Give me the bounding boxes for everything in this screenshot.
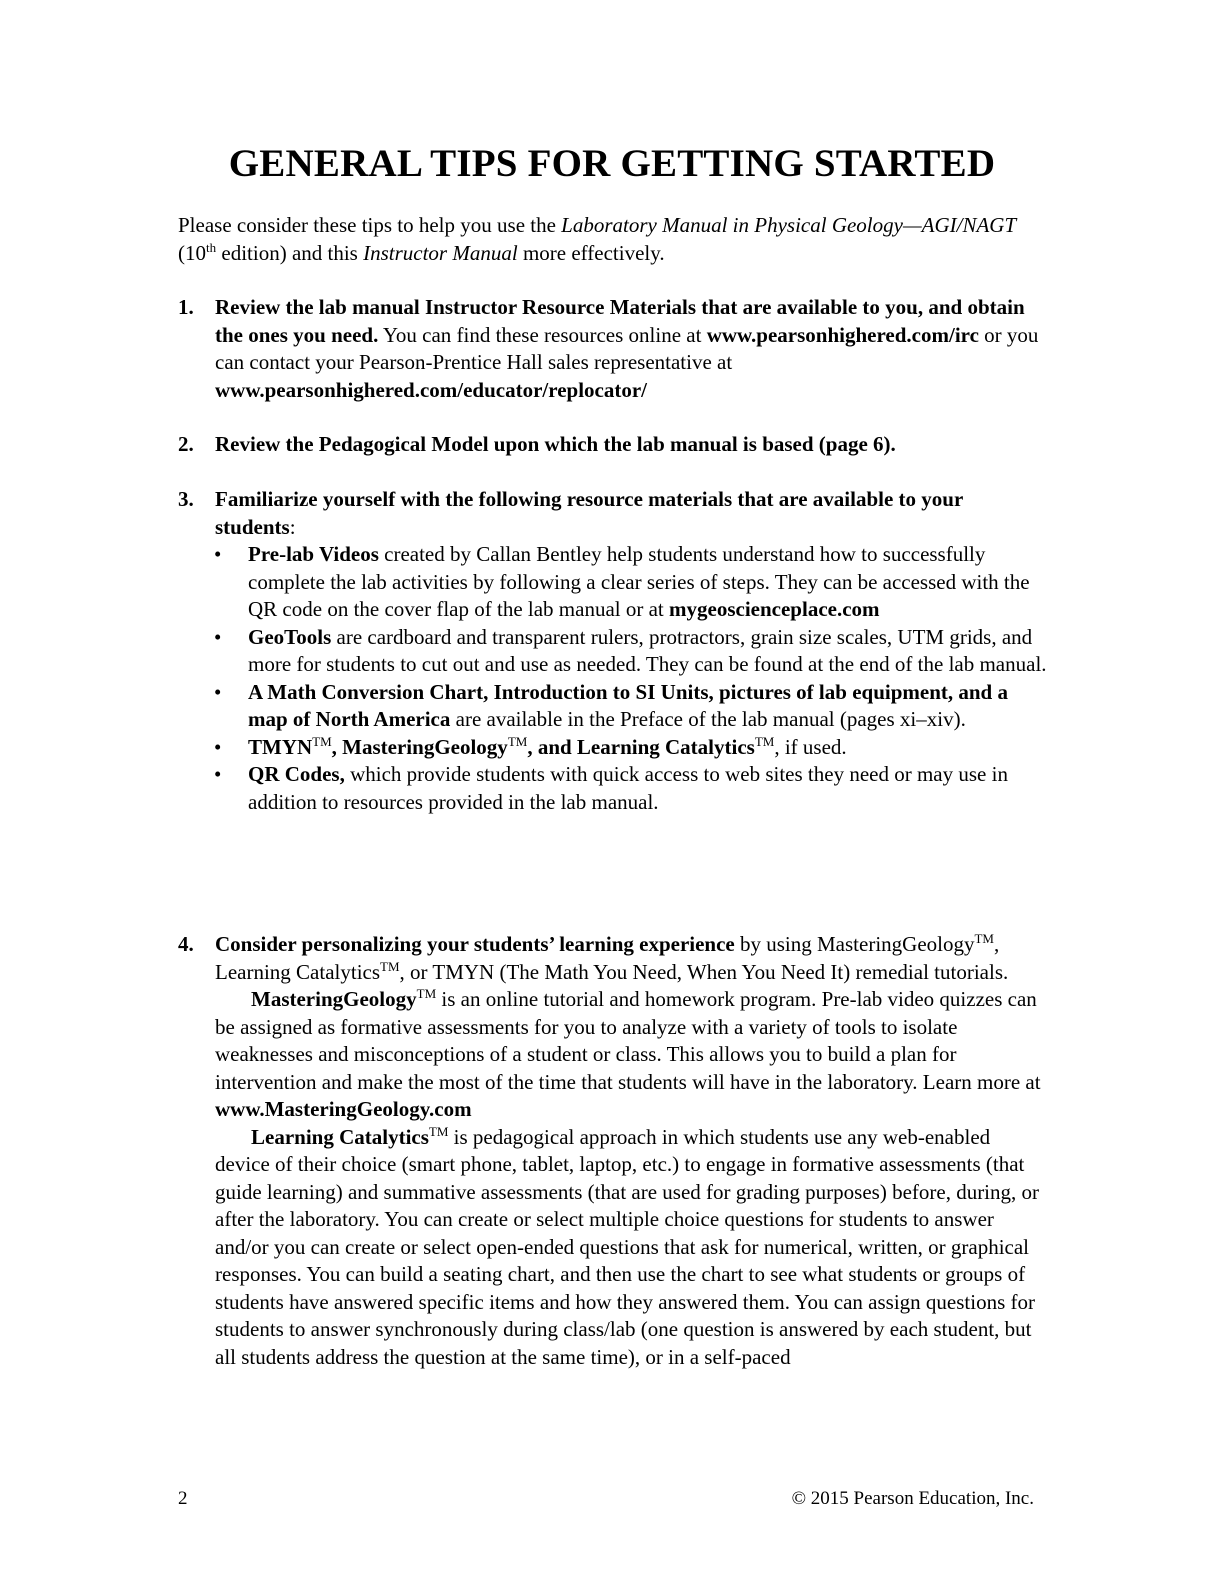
paragraph-heading: MasteringGeology: [251, 987, 417, 1011]
bullet-icon: •: [214, 624, 222, 649]
item-number: 2.: [178, 432, 194, 456]
page-title: GENERAL TIPS FOR GETTING STARTED: [228, 142, 996, 185]
irc-link[interactable]: www.pearsonhighered.com/irc: [706, 322, 979, 347]
copyright-notice: © 2015 Pearson Education, Inc.: [791, 1488, 1034, 1509]
tip-item-2: [178, 431, 1048, 459]
bullet-qr-codes: [178, 761, 1048, 816]
bullet-text: , if used.: [774, 734, 847, 759]
item-text: , or TMYN (The Math You Need, When You Need It) remedial tutorials.: [399, 959, 1009, 984]
item-number: 4.: [178, 932, 194, 956]
intro-text: edition) and this: [216, 240, 364, 265]
page-number: 2: [178, 1488, 188, 1509]
trademark: TM: [507, 733, 528, 749]
paragraph-text: is pedagogical approach in which students use any web-enabled device of their choice (smart phone, tablet, laptop, etc.) to engage in formative assessments (that guide learning) and summative assessments (that are used for grading purposes) before, during, or after the laboratory. You can create or select multiple choice questions for students to answer and/or you can create or select open-ended questions that ask for numerical, written, or graphical responses. You can build a seating chart, and then use the chart to see what students or groups of students have answered specific items and how they answered them. You can assign questions for students to answer synchronously during class/lab (one question is answered by each student, but all students address the question at the same time), or in a self-paced: [215, 1124, 1040, 1369]
replocator-link[interactable]: www.pearsonhighered.com/educator/replocator/: [215, 377, 648, 402]
item-text: You can find these resources online at: [378, 322, 707, 347]
lab-manual-title: Laboratory Manual in Physical Geology—AGI/NAGT: [561, 213, 1017, 237]
trademark: TM: [416, 986, 437, 1001]
item-text: or you can contact your Pearson-Prentice Hall sales representative at: [215, 322, 1039, 374]
bullet-icon: •: [214, 762, 222, 786]
bullet-icon: •: [214, 679, 222, 704]
intro-text: more effectively.: [517, 240, 665, 265]
item-heading: Consider personalizing your students’ learning experience: [215, 932, 735, 956]
tip-item-1: [178, 294, 1048, 404]
item-heading: Review the lab manual Instructor Resource Materials that are available to you, and obtain the ones you need.: [215, 295, 1025, 347]
ordinal-suffix: th: [206, 239, 217, 255]
bullet-heading: QR Codes,: [248, 762, 345, 786]
tip-item-3: [178, 486, 1048, 816]
bullet-math-conversion: [178, 679, 1048, 734]
item-body: [215, 294, 1048, 404]
item-heading: Review the Pedagogical Model upon which the lab manual is based (page 6).: [215, 432, 896, 456]
item-heading: Familiarize yourself with the following resource materials that are available to your students: [215, 487, 963, 539]
paragraph-text: is an online tutorial and homework program. Pre-lab video quizzes can be assigned as formative assessments for you to analyze with a variety of tools to isolate weaknesses and misconceptions of a student or class. This allows you to build a plan for intervention and make the most of the time that students will have in the laboratory. Learn more at: [215, 987, 1041, 1094]
mygeoscienceplace-link[interactable]: mygeoscienceplace.com: [669, 597, 880, 621]
masteringgeology-paragraph: [215, 986, 1048, 1124]
learning-catalytics-paragraph: [215, 1124, 1048, 1372]
item-text: by using MasteringGeology: [734, 932, 975, 956]
bullet-icon: •: [214, 734, 222, 759]
bullet-heading: A Math Conversion Chart, Introduction to SI Units, pictures of lab equipment, and a map of North America: [248, 679, 1008, 731]
item-body: [215, 486, 1048, 541]
instructor-manual-title: Instructor Manual: [363, 240, 518, 265]
bullet-prelab-videos: [178, 541, 1048, 624]
item-text: :: [289, 514, 296, 539]
trademark: TM: [428, 1123, 449, 1139]
bullet-text: created by Callan Bentley help students understand how to successfully complete the lab activities by following a clear series of steps. They can be accessed with the QR code on the cover flap of the lab manual or at: [248, 542, 1030, 621]
intro-text: (10: [178, 240, 206, 265]
bullet-text: are cardboard and transparent rulers, protractors, grain size scales, UTM grids, and more for students to cut out and use as needed. They can be found at the end of the lab manual.: [248, 624, 1047, 676]
item-number: 1.: [178, 295, 194, 319]
bullet-heading: , and Learning Catalytics: [527, 734, 755, 759]
trademark: TM: [380, 958, 400, 974]
item-body: [215, 931, 1048, 1371]
paragraph-heading: Learning Catalytics: [251, 1124, 429, 1149]
item-text: , Learning Catalytics: [215, 932, 1000, 984]
trademark: TM: [754, 733, 775, 749]
bullet-heading: GeoTools: [248, 624, 332, 649]
tip-item-4: [178, 931, 1048, 1371]
bullet-geotools: [178, 624, 1048, 679]
intro-paragraph: [178, 212, 1058, 267]
item-intro: [215, 931, 1048, 986]
bullet-text: are available in the Preface of the lab manual (pages xi–xiv).: [450, 707, 966, 731]
bullet-text: which provide students with quick access to web sites they need or may use in addition to resources provided in the lab manual.: [248, 762, 1008, 814]
bullet-heading: Pre-lab Videos: [248, 542, 379, 566]
bullet-heading: TMYN: [248, 734, 313, 759]
trademark: TM: [974, 931, 994, 946]
bullet-icon: •: [214, 542, 222, 566]
item-body: [215, 431, 1048, 459]
trademark: TM: [312, 733, 332, 749]
bullet-tmyn: [178, 734, 1048, 762]
bullet-heading: , MasteringGeology: [331, 734, 508, 759]
item-number: 3.: [178, 487, 194, 511]
intro-text: Please consider these tips to help you use the: [178, 213, 562, 237]
masteringgeology-link[interactable]: www.MasteringGeology.com: [215, 1097, 472, 1121]
